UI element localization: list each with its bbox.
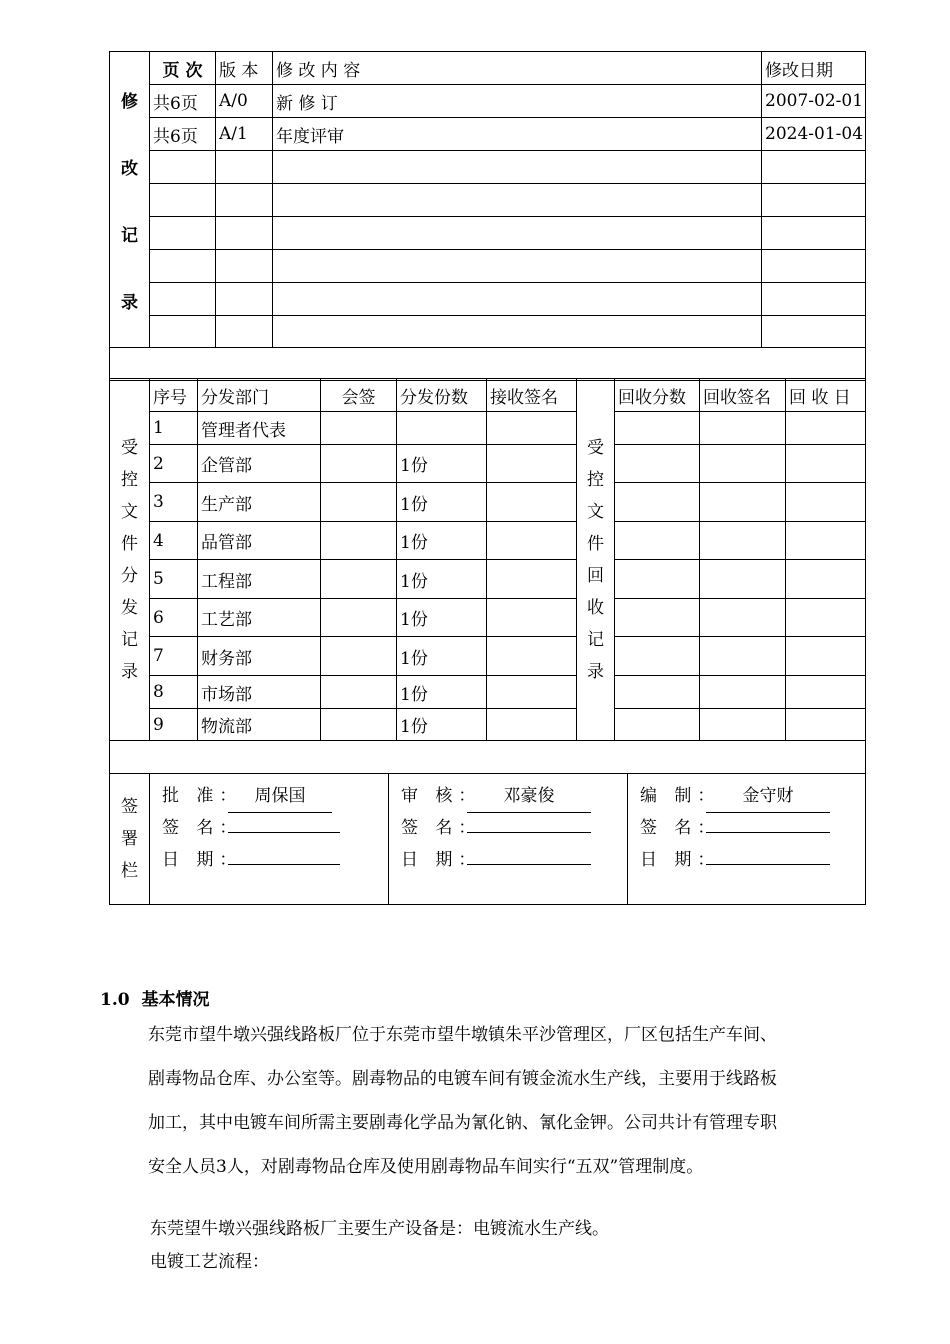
spacer-row [110, 741, 866, 774]
date-label: 日 期： [162, 850, 243, 870]
header-content: 修 改 内 容 [273, 52, 762, 85]
cell: 4 [150, 522, 198, 560]
process-line [150, 1240, 866, 1284]
header-date: 修改日期 [762, 52, 866, 85]
prepare-block [628, 774, 866, 905]
table-row [110, 184, 866, 217]
prepare-label: 编 制： [640, 786, 721, 806]
prepare-date-field [706, 864, 830, 865]
cell: 3 [150, 483, 198, 522]
equipment-text: 东莞望牛墩兴强线路板厂主要生产设备是：电镀流水生产线。 [150, 1219, 609, 1239]
cell: A/1 [216, 118, 273, 151]
paragraph-line: 安全人员3人，对剧毒物品仓库及使用剧毒物品车间实行“五双”管理制度。 [148, 1157, 704, 1177]
cell: 管理者代表 [198, 412, 321, 445]
cell: 1份 [397, 676, 487, 709]
distribution-side-label: 受 控 文 件 分 发 记 录 [110, 379, 150, 741]
header-dept: 分发部门 [198, 379, 321, 412]
table-row [110, 445, 866, 483]
table-row [110, 560, 866, 599]
prepare-sign-field [706, 832, 830, 833]
cell: 2024-01-04 [762, 118, 866, 151]
spacer-row [110, 348, 866, 381]
table-row [110, 637, 866, 676]
cell: 6 [150, 599, 198, 637]
cell: 2007-02-01 [762, 85, 866, 118]
header-recall-date: 回 收 日 [786, 379, 866, 412]
paragraph-line: 加工，其中电镀车间所需主要剧毒化学品为氰化钠、氰化金钾。公司共计有管理专职 [148, 1113, 777, 1133]
cell: 新 修 订 [273, 85, 762, 118]
cell: A/0 [216, 85, 273, 118]
table-row [110, 316, 866, 348]
table-row [110, 676, 866, 709]
approve-label: 批 准： [162, 786, 243, 806]
table-row [110, 250, 866, 283]
revision-table [109, 51, 866, 381]
table-row [110, 217, 866, 250]
table-row [110, 85, 866, 118]
cell: 工程部 [198, 560, 321, 599]
cell: 9 [150, 709, 198, 741]
paragraph-line: 剧毒物品仓库、办公室等。剧毒物品的电镀车间有镀金流水生产线，主要用于线路板 [148, 1069, 777, 1089]
cell: 1 [150, 412, 198, 445]
cell: 企管部 [198, 445, 321, 483]
section-heading [100, 985, 210, 1010]
table-row [110, 709, 866, 741]
cell: 5 [150, 560, 198, 599]
table-row [110, 483, 866, 522]
prepare-name: 金守财 [706, 780, 830, 813]
section-number: 1.0 [100, 990, 130, 1010]
sign-label: 签 名： [640, 818, 721, 838]
header-countersign: 会签 [321, 379, 397, 412]
paragraph-line: 东莞市望牛墩兴强线路板厂位于东莞市望牛墩镇朱平沙管理区，厂区包括生产车间、 [148, 1025, 777, 1045]
approve-block [150, 774, 389, 905]
sign-label: 签 名： [401, 818, 482, 838]
cell: 工艺部 [198, 599, 321, 637]
header-no: 序号 [150, 379, 198, 412]
body-paragraph [148, 1013, 864, 1189]
header-recall-signature: 回收签名 [700, 379, 786, 412]
review-sign-field [467, 832, 591, 833]
process-text: 电镀工艺流程： [150, 1252, 269, 1272]
cell: 物流部 [198, 709, 321, 741]
table-row [110, 151, 866, 184]
recall-side-label: 受 控 文 件 回 收 记 录 [577, 379, 615, 741]
cell: 品管部 [198, 522, 321, 560]
cell [397, 412, 487, 445]
date-label: 日 期： [640, 850, 721, 870]
cell: 1份 [397, 522, 487, 560]
cell: 市场部 [198, 676, 321, 709]
cell: 共6页 [150, 85, 216, 118]
cell: 财务部 [198, 637, 321, 676]
review-date-field [467, 864, 591, 865]
signature-table [109, 773, 866, 905]
date-label: 日 期： [401, 850, 482, 870]
cell: 1份 [397, 709, 487, 741]
section-title: 基本情况 [141, 990, 210, 1010]
review-label: 审 核： [401, 786, 482, 806]
sign-label: 签 名： [162, 818, 243, 838]
approve-date-field [228, 864, 340, 865]
table-row [110, 412, 866, 445]
cell: 1份 [397, 599, 487, 637]
cell: 2 [150, 445, 198, 483]
approve-name: 周保国 [228, 780, 332, 813]
header-version: 版 本 [216, 52, 273, 85]
cell: 8 [150, 676, 198, 709]
distribution-table [109, 378, 866, 774]
header-page: 页 次 [150, 52, 216, 85]
revision-side-label: 修 改 记 录 [110, 52, 150, 348]
cell: 生产部 [198, 483, 321, 522]
cell: 1份 [397, 483, 487, 522]
cell: 7 [150, 637, 198, 676]
cell: 共6页 [150, 118, 216, 151]
approve-sign-field [228, 832, 340, 833]
review-block [389, 774, 628, 905]
cell: 1份 [397, 560, 487, 599]
header-copies: 分发份数 [397, 379, 487, 412]
header-receipt: 接收签名 [487, 379, 577, 412]
cell: 1份 [397, 637, 487, 676]
cell: 年度评审 [273, 118, 762, 151]
cell: 1份 [397, 445, 487, 483]
table-row [110, 283, 866, 316]
header-recall-copies: 回收分数 [615, 379, 700, 412]
review-name: 邓豪俊 [467, 780, 591, 813]
table-row [110, 118, 866, 151]
table-row [110, 599, 866, 637]
signature-side-label: 签 署 栏 [110, 774, 150, 905]
table-row [110, 522, 866, 560]
